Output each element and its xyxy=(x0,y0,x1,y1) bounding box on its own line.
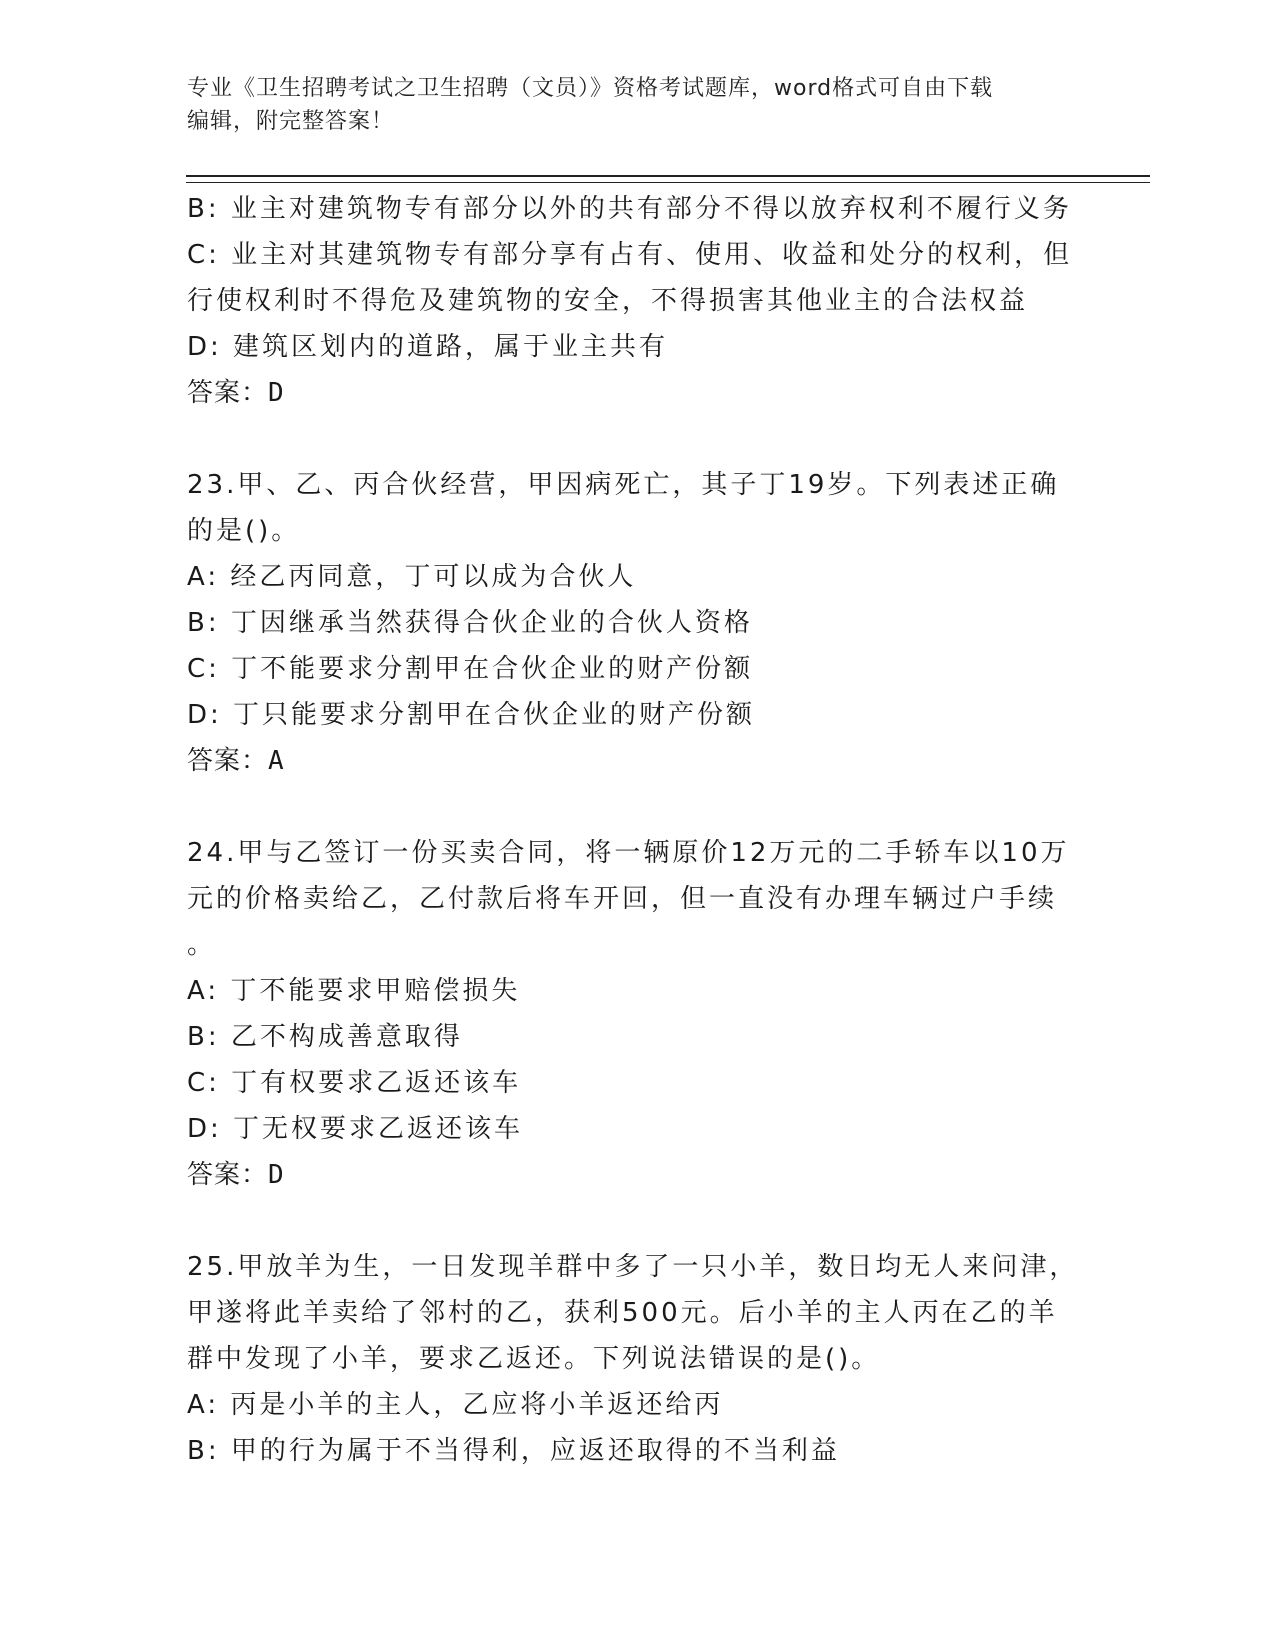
answer: 答案：D xyxy=(187,378,285,408)
question-stem-line-3: 。 xyxy=(187,930,217,960)
spacer xyxy=(187,416,1087,462)
option-b: B: 丁因继承当然获得合伙企业的合伙人资格 xyxy=(187,608,753,638)
option-a: A: 丁不能要求甲赔偿损失 xyxy=(187,976,521,1006)
option-a: A: 经乙丙同意，丁可以成为合伙人 xyxy=(187,562,637,592)
option-c: C: 丁有权要求乙返还该车 xyxy=(187,1068,522,1098)
question-stem-line-1: 25.甲放羊为生，一日发现羊群中多了一只小羊，数日均无人来问津， xyxy=(187,1252,1079,1282)
spacer xyxy=(187,1198,1087,1244)
option-c-line-2: 行使权利时不得危及建筑物的安全，不得损害其他业主的合法权益 xyxy=(187,286,1029,316)
header-divider-thick xyxy=(186,175,1150,177)
option-a: A: 丙是小羊的主人，乙应将小羊返还给丙 xyxy=(187,1390,724,1420)
question-stem-line-1: 24.甲与乙签订一份买卖合同，将一辆原价12万元的二手轿车以10万 xyxy=(187,838,1070,868)
option-b: B: 业主对建筑物专有部分以外的共有部分不得以放弃权利不履行义务 xyxy=(187,194,1072,224)
question-stem-line-1: 23.甲、乙、丙合伙经营，甲因病死亡，其子丁19岁。下列表述正确 xyxy=(187,470,1060,500)
question-stem-line-2: 的是()。 xyxy=(187,516,301,546)
question-stem-line-2: 元的价格卖给乙，乙付款后将车开回，但一直没有办理车辆过户手续 xyxy=(187,884,1058,914)
option-d: D: 丁只能要求分割甲在合伙企业的财产份额 xyxy=(187,700,756,730)
spacer xyxy=(187,784,1087,830)
answer: 答案：A xyxy=(187,746,285,776)
option-d: D: 建筑区划内的道路，属于业主共有 xyxy=(187,332,669,362)
header-line-2: 编辑，附完整答案！ xyxy=(187,109,395,134)
document-header xyxy=(187,72,1067,138)
option-c: C: 丁不能要求分割甲在合伙企业的财产份额 xyxy=(187,654,754,684)
question-23 xyxy=(187,462,1087,784)
question-content xyxy=(187,186,1087,1474)
option-d: D: 丁无权要求乙返还该车 xyxy=(187,1114,524,1144)
question-stem-line-3: 群中发现了小羊，要求乙返还。下列说法错误的是()。 xyxy=(187,1344,881,1374)
question-stem-line-2: 甲遂将此羊卖给了邻村的乙，获利500元。后小羊的主人丙在乙的羊 xyxy=(187,1298,1058,1328)
option-b: B: 乙不构成善意取得 xyxy=(187,1022,463,1052)
question-22-tail xyxy=(187,186,1087,416)
option-b: B: 甲的行为属于不当得利，应返还取得的不当利益 xyxy=(187,1436,840,1466)
question-24 xyxy=(187,830,1087,1198)
answer: 答案：D xyxy=(187,1160,285,1190)
question-25 xyxy=(187,1244,1087,1474)
header-divider-thin xyxy=(186,182,1150,183)
header-line-1: 专业《卫生招聘考试之卫生招聘（文员）》资格考试题库，word格式可自由下载 xyxy=(187,76,994,101)
option-c-line-1: C: 业主对其建筑物专有部分享有占有、使用、收益和处分的权利，但 xyxy=(187,240,1073,270)
